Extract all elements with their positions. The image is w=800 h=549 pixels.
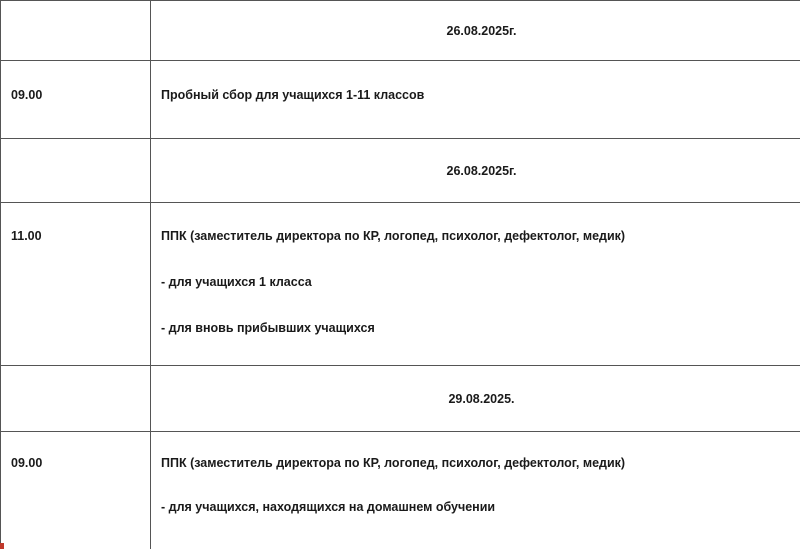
- time-label: 11.00: [11, 229, 42, 243]
- event-description-line: - для учащихся 1 класса: [161, 275, 312, 289]
- event-description-cell: [151, 203, 800, 366]
- event-description-line: Пробный сбор для учащихся 1-11 классов: [161, 88, 425, 102]
- time-label: 09.00: [11, 88, 43, 102]
- event-row: [1, 203, 800, 366]
- event-description-line: ППК (заместитель директора по КР, логопед, психолог, дефектолог, медик): [161, 456, 626, 470]
- date-cell: [151, 366, 800, 432]
- date-label: 29.08.2025.: [448, 391, 515, 406]
- event-row: [1, 61, 800, 139]
- date-label: 26.08.2025г.: [446, 23, 517, 38]
- event-description-cell: [151, 432, 800, 549]
- date-row: [1, 366, 800, 432]
- date-cell: [151, 139, 800, 203]
- time-cell: [1, 432, 151, 549]
- date-label: 26.08.2025г.: [446, 163, 517, 178]
- empty-time-cell: [1, 139, 151, 203]
- date-row: [1, 139, 800, 203]
- event-description-line: ППК (заместитель директора по КР, логопед, психолог, дефектолог, медик): [161, 229, 626, 243]
- empty-time-cell: [1, 1, 151, 61]
- date-row: [1, 1, 800, 61]
- empty-time-cell: [1, 366, 151, 432]
- date-cell: [151, 1, 800, 61]
- time-cell: [1, 203, 151, 366]
- time-cell: [1, 61, 151, 139]
- time-label: 09.00: [11, 456, 43, 470]
- event-description-line: - для вновь прибывших учащихся: [161, 321, 375, 335]
- event-description-line: - для учащихся, находящихся на домашнем обучении: [161, 500, 496, 514]
- event-row: [1, 432, 800, 549]
- event-description-cell: [151, 61, 800, 139]
- corner-mark: [0, 543, 4, 549]
